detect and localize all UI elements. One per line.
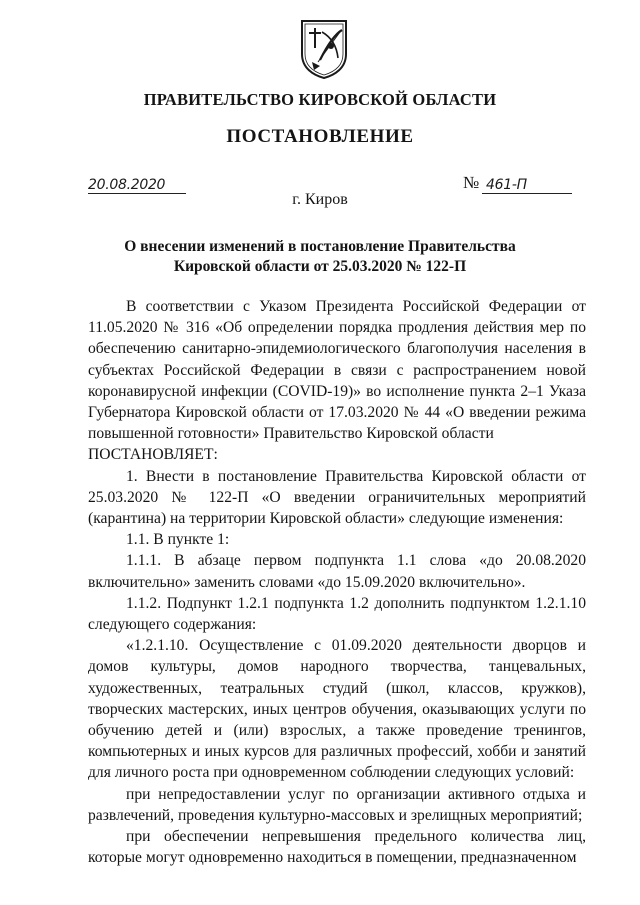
number-label: № (463, 173, 480, 192)
paragraph-item-1-1-2: 1.1.2. Подпункт 1.2.1 подпункта 1.2 дополнить подпунктом 1.2.1.10 следующего содержания: (88, 594, 586, 634)
heading-line-1: О внесении изменений в постановление Правительства (124, 238, 516, 255)
document-heading (0, 237, 640, 277)
paragraph-condition-1: при непредоставлении услуг по организации активного отдыха и развлечений, проведения культурно-массовых и зрелищных мероприятий; (88, 785, 586, 824)
paragraph-item-1-2-1-10: «1.2.1.10. Осуществление с 01.09.2020 деятельности дворцов и домов культуры, домов народного творчества, танцевальных, художественных, театральных студий (школ, классов, кружков), творческих мастерских, иных центров обучения, оказывающих услуги по обучению детей и (или) взрослых, а также проведение тренингов, компьютерных и иных курсов для различных профессий, хобби и занятий для личного роста при одновременном соблюдении следующих условий: (88, 637, 586, 782)
government-title: ПРАВИТЕЛЬСТВО КИРОВСКОЙ ОБЛАСТИ (143, 90, 497, 109)
paragraph-condition-2: при обеспечении непревышения предельного количества лиц, которые могут одновременно находиться в помещении, предназначенном (88, 828, 586, 867)
paragraph-item-1-1-1: 1.1.1. В абзаце первом подпункта 1.1 слова «до 20.08.2020 включительно» заменить словами «до 15.09.2020 включительно». (88, 552, 586, 591)
paragraph-item-1: 1. Внести в постановление Правительства Кировской области от 25.03.2020 № 122-П «О введении ограничительных мероприятий (карантина) на территории Кировской области» следующие изменения: (88, 467, 586, 528)
document-type: ПОСТАНОВЛЕНИЕ (226, 126, 414, 147)
handwritten-number: 461-П (486, 177, 527, 193)
paragraph-item-1-1: 1.1. В пункте 1: (126, 531, 230, 549)
coat-of-arms-icon (298, 18, 350, 80)
paragraph-preamble: В соответствии с Указом Президента Российской Федерации от 11.05.2020 № 316 «Об определении порядка продления действия мер по обеспечению санитарно-эпидемиологического благополучия населения в субъектах Российской Федерации в связи с распространением новой коронавирусной инфекции (COVID-19)» во исполнение пункта 2–1 Указа Губернатора Кировской области от 17.03.2020 № 44 «О введении режима повышенной готовности» Правительство Кировской области (88, 298, 586, 443)
document-body (88, 296, 586, 868)
handwritten-date: 20.08.2020 (88, 177, 166, 193)
paragraph-resolves: ПОСТАНОВЛЯЕТ: (88, 446, 218, 464)
city: г. Киров (292, 191, 348, 208)
heading-line-2: Кировской области от 25.03.2020 № 122-П (173, 258, 467, 275)
